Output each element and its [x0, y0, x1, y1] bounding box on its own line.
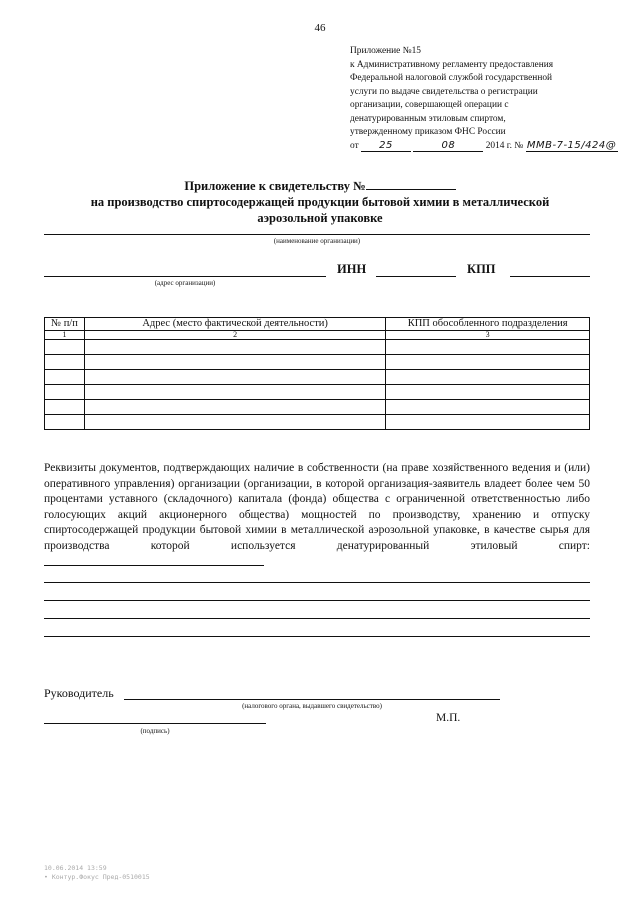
table-cell[interactable] [386, 385, 590, 400]
ownership-documents-paragraph [44, 461, 590, 571]
inn-label: ИНН [337, 262, 367, 276]
certificate-number-field[interactable] [366, 178, 456, 190]
org-address-caption: (адрес организации) [154, 279, 216, 287]
org-name-field[interactable] [44, 234, 590, 235]
table-cell[interactable] [386, 370, 590, 385]
col-number-3: 3 [386, 331, 590, 340]
table-cell[interactable] [45, 355, 85, 370]
table-row [45, 400, 590, 415]
head-name-field[interactable] [124, 699, 500, 700]
table-cell[interactable] [386, 415, 590, 430]
fill-line[interactable] [44, 600, 590, 601]
col-number-1: 1 [45, 331, 85, 340]
table-cell[interactable] [84, 385, 385, 400]
signature-caption: (подпись) [140, 727, 170, 735]
appendix-date-line [350, 139, 617, 154]
print-stamp-line: • Контур.Фокус Пред-0510015 [44, 873, 150, 881]
table-cell[interactable] [386, 400, 590, 415]
date-day: 25 [361, 140, 411, 152]
table-row [45, 355, 590, 370]
org-name-caption: (наименование организации) [273, 237, 361, 245]
table-cell[interactable] [45, 400, 85, 415]
print-stamp [44, 864, 150, 882]
fill-line[interactable] [44, 618, 590, 619]
paragraph-fill-field[interactable] [44, 555, 264, 566]
appendix-line: утвержденному приказом ФНС России [350, 127, 506, 137]
table-cell[interactable] [386, 355, 590, 370]
signature-field[interactable] [44, 723, 266, 724]
inn-field[interactable] [376, 276, 456, 277]
title-line-3: аэрозольной упаковке [257, 211, 383, 225]
fill-line[interactable] [44, 582, 590, 583]
table-header-row [45, 318, 590, 331]
table-cell[interactable] [45, 415, 85, 430]
col-header-number: № п/п [45, 318, 85, 331]
table-cell[interactable] [45, 385, 85, 400]
page-number: 46 [314, 22, 326, 34]
appendix-block [350, 45, 617, 153]
tax-organ-caption: (налогового органа, выдавшего свидетельство) [242, 702, 382, 710]
print-stamp-line: 10.06.2014 13:59 [44, 864, 107, 872]
appendix-line: Приложение №15 [350, 46, 421, 56]
date-prefix: от [350, 140, 359, 151]
title-line-1 [40, 178, 600, 194]
table-row [45, 370, 590, 385]
date-year: 2014 г. № [485, 140, 524, 151]
table-cell[interactable] [45, 370, 85, 385]
order-number: ММВ-7-15/424@ [526, 139, 617, 151]
kpp-label: КПП [467, 262, 496, 276]
table-cell[interactable] [84, 415, 385, 430]
document-title [40, 178, 600, 226]
table-row [45, 415, 590, 430]
table-cell[interactable] [84, 355, 385, 370]
title-text: Приложение к свидетельству № [184, 179, 366, 193]
table-cell[interactable] [45, 340, 85, 355]
kpp-field[interactable] [510, 276, 590, 277]
table-cell[interactable] [84, 400, 385, 415]
col-header-kpp: КПП обособленного подразделения [386, 318, 590, 331]
table-column-numbers-row [45, 331, 590, 340]
stamp-place-label: М.П. [436, 712, 461, 724]
appendix-line: к Административному регламенту предоставления [350, 59, 554, 70]
date-month: 08 [413, 140, 483, 152]
table-cell[interactable] [386, 340, 590, 355]
appendix-line: Федеральной налоговой службой государственной [350, 73, 553, 83]
org-address-field[interactable] [44, 276, 326, 277]
appendix-line: денатурированным этиловым спиртом, [350, 113, 506, 124]
appendix-line: организации, совершающей операции с [350, 100, 509, 110]
col-number-2: 2 [84, 331, 385, 340]
addresses-table [44, 317, 590, 430]
paragraph-text: Реквизиты документов, подтверждающих наличие в собственности (на праве хозяйственного ведения и (или) оперативного управления) организации (организации, в которой организация-заявитель владеет более чем 50 процентами уставного (складочного) капитала (фонда) общества с ограниченной ответственностью либо голосующих акций акционерного общества) мощностей по производству, хранению и отпуску спиртосодержащей продукции бытовой химии в металлической аэрозольной упаковке, в качестве сырья для производства которой используется денатурированный этиловый спирт: [44, 462, 590, 552]
col-header-address: Адрес (место фактической деятельности) [84, 318, 385, 331]
table-cell[interactable] [84, 340, 385, 355]
table-row [45, 385, 590, 400]
title-line-2: на производство спиртосодержащей продукции бытовой химии в металлической [90, 195, 550, 209]
appendix-line: услуги по выдаче свидетельства о регистрации [350, 86, 538, 97]
fill-line[interactable] [44, 636, 590, 637]
table-cell[interactable] [84, 370, 385, 385]
table-row [45, 340, 590, 355]
head-label: Руководитель [44, 686, 114, 700]
